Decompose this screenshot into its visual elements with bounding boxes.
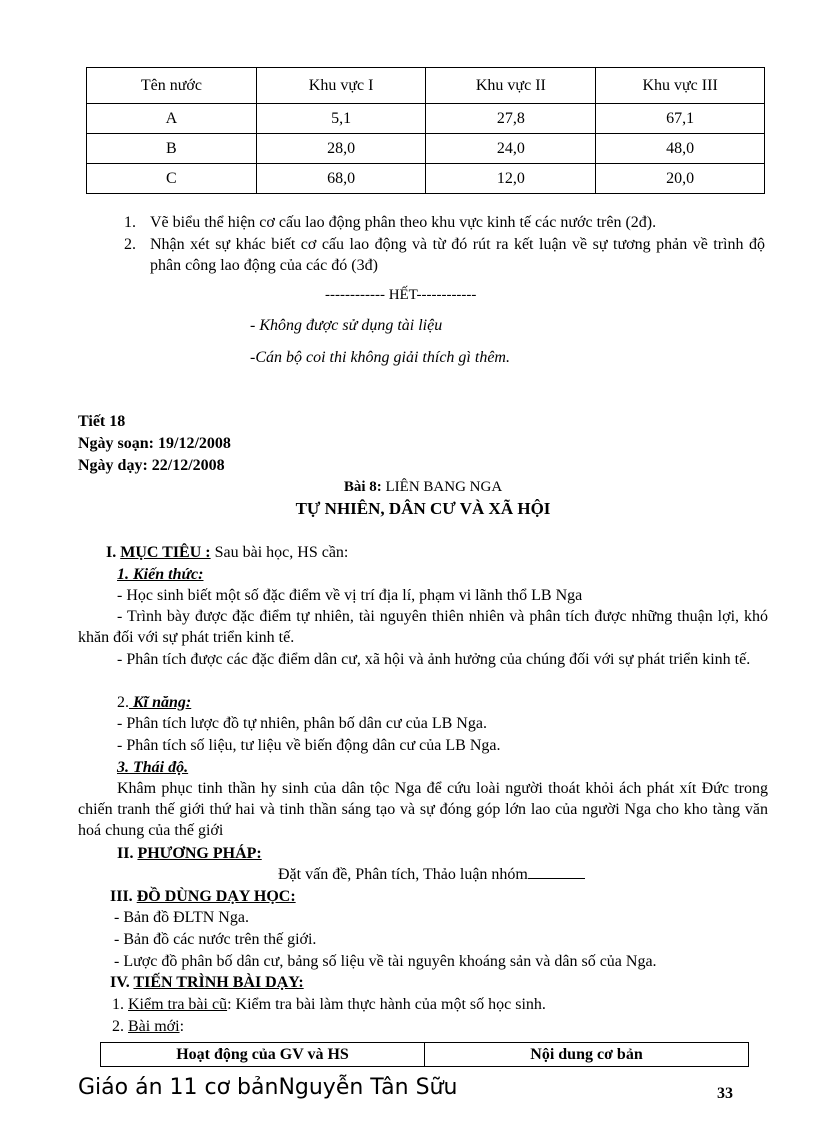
table-cell: B bbox=[87, 134, 257, 164]
activity-table-header bbox=[100, 1042, 749, 1067]
table-cell: C bbox=[87, 164, 257, 194]
table-cell: 5,1 bbox=[256, 104, 426, 134]
content-col-header: Nội dung cơ bản bbox=[530, 1045, 643, 1063]
list-item bbox=[112, 994, 546, 1015]
list-item bbox=[112, 1016, 184, 1037]
section-intro: Sau bài học, HS cần: bbox=[210, 544, 349, 561]
page-number: 33 bbox=[717, 1085, 733, 1102]
list-item: - Phân tích số liệu, tư liệu về biến động dân cư của LB Nga. bbox=[117, 737, 501, 754]
table-cell: 20,0 bbox=[596, 164, 765, 194]
list-item: - Bản đồ ĐLTN Nga. bbox=[114, 909, 249, 926]
table-row bbox=[87, 104, 765, 134]
question-1 bbox=[124, 212, 656, 233]
item-label: Kiểm tra bài cũ bbox=[128, 996, 228, 1013]
footer-author: Giáo án 11 cơ bảnNguyễn Tân Sữu bbox=[78, 1075, 458, 1100]
question-text: Nhận xét sự khác biết cơ cấu lao động và từ đó rút ra kết luận về sự tương phản về trình độ phân công lao động của các đó (3đ) bbox=[150, 236, 765, 274]
list-item: - Học sinh biết một số đặc điểm về vị trí địa lí, phạm vi lãnh thổ LB Nga bbox=[117, 587, 583, 604]
item-number: 1. bbox=[112, 996, 128, 1013]
item-label: Bài mới bbox=[128, 1018, 180, 1035]
paragraph: Khâm phục tinh thần hy sinh của dân tộc Nga để cứu loài người thoát khỏi ách phát xít Đức trong chiến tranh thế giới thứ hai và tinh thần sáng tạo và sự đóng góp lớn lao của người Nga cho kho tàng văn hoá chung của thế giới bbox=[78, 780, 768, 839]
labor-structure-table bbox=[86, 67, 765, 194]
table-row bbox=[87, 164, 765, 194]
section-number: I. bbox=[106, 544, 121, 561]
table-cell: 67,1 bbox=[596, 104, 765, 134]
section-heading bbox=[110, 886, 296, 907]
table-cell: A bbox=[87, 104, 257, 134]
section-title: ĐỒ DÙNG DẠY HỌC: bbox=[136, 888, 296, 905]
subsection-heading: 1. Kiến thức: bbox=[117, 566, 204, 583]
activity-col-header: Hoạt động của GV và HS bbox=[101, 1043, 425, 1066]
section-title: MỤC TIÊU : bbox=[120, 544, 211, 561]
item-text: : Kiểm tra bài làm thực hành của một số học sinh. bbox=[227, 996, 546, 1013]
subsection-title: Kĩ năng: bbox=[129, 694, 192, 711]
section-number: II. bbox=[117, 845, 138, 862]
table-header-cell: Tên nước bbox=[87, 68, 257, 104]
table-header-cell: Khu vực III bbox=[596, 68, 765, 104]
list-item: - Phân tích lược đồ tự nhiên, phân bố dân cư của LB Nga. bbox=[117, 715, 487, 732]
question-number: 2. bbox=[124, 236, 136, 253]
list-item: - Phân tích được các đặc điểm dân cư, xã hội và ảnh hưởng của chúng đối với sự phát triển kinh tế. bbox=[117, 651, 751, 668]
section-heading bbox=[117, 843, 262, 864]
subsection-heading: 3. Thái độ. bbox=[117, 759, 189, 776]
fill-blank-line bbox=[528, 865, 585, 879]
table-header-cell: Khu vực II bbox=[426, 68, 596, 104]
table-cell: 24,0 bbox=[426, 134, 596, 164]
method-text: Đặt vấn đề, Phân tích, Thảo luận nhóm bbox=[278, 866, 528, 883]
exam-note: - Không được sử dụng tài liệu bbox=[250, 317, 443, 334]
table-header-row bbox=[87, 68, 765, 104]
section-title: TIẾN TRÌNH BÀI DẠY: bbox=[133, 974, 304, 991]
lesson-period: Tiết 18 bbox=[78, 413, 126, 430]
table-cell: 48,0 bbox=[596, 134, 765, 164]
lesson-name: LIÊN BANG NGA bbox=[381, 479, 503, 495]
lesson-number: Bài 8: bbox=[343, 479, 382, 495]
table-cell: 68,0 bbox=[256, 164, 426, 194]
item-text: : bbox=[179, 1018, 185, 1035]
table-cell: 12,0 bbox=[426, 164, 596, 194]
end-mark: ------------ HẾT------------ bbox=[325, 287, 477, 303]
question-text: Vẽ biểu thể hiện cơ cấu lao động phân theo khu vực kinh tế các nước trên (2đ). bbox=[150, 214, 657, 231]
list-item: - Bản đồ các nước trên thế giới. bbox=[114, 931, 317, 948]
list-item: - Trình bày được đặc điểm tự nhiên, tài nguyên thiên nhiên và phân tích được những thuận lợi, khó khăn đối với sự phát triển kinh tế. bbox=[78, 608, 768, 646]
section-heading bbox=[106, 542, 348, 563]
subsection-number: 2. bbox=[117, 694, 129, 711]
subsection-heading bbox=[117, 692, 191, 713]
item-number: 2. bbox=[112, 1018, 128, 1035]
table-cell: 27,8 bbox=[426, 104, 596, 134]
table-header-cell: Khu vực I bbox=[256, 68, 426, 104]
exam-note: -Cán bộ coi thi không giải thích gì thêm. bbox=[250, 349, 510, 366]
paragraph bbox=[278, 864, 585, 885]
list-item: - Lược đồ phân bố dân cư, bảng số liệu về tài nguyên khoáng sản và dân số của Nga. bbox=[114, 953, 657, 970]
section-number: III. bbox=[110, 888, 137, 905]
section-number: IV. bbox=[110, 974, 134, 991]
prepared-date: Ngày soạn: 19/12/2008 bbox=[78, 435, 231, 452]
question-number: 1. bbox=[124, 214, 136, 231]
lesson-title bbox=[0, 479, 816, 496]
question-2 bbox=[124, 234, 765, 274]
lesson-subtitle: TỰ NHIÊN, DÂN CƯ VÀ XÃ HỘI bbox=[295, 499, 551, 518]
section-title: PHƯƠNG PHÁP: bbox=[137, 845, 262, 862]
table-cell: 28,0 bbox=[256, 134, 426, 164]
table-row bbox=[87, 134, 765, 164]
section-heading bbox=[110, 972, 304, 993]
teaching-date: Ngày dạy: 22/12/2008 bbox=[78, 457, 225, 474]
